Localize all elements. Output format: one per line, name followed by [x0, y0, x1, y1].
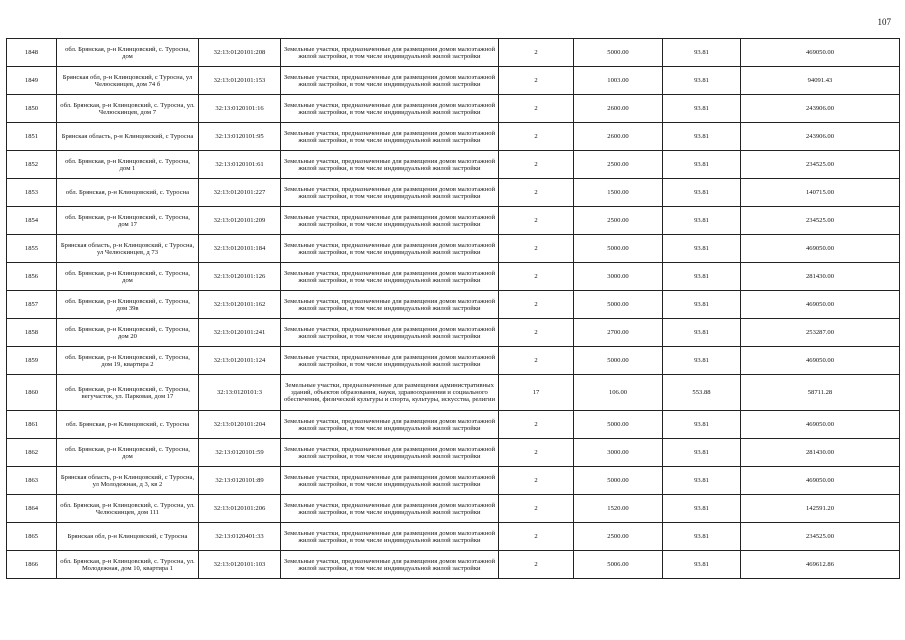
- table-row: [7, 523, 900, 551]
- area-cell: 5000.00: [574, 39, 663, 67]
- address-cell: Брянская обл, р-н Клинцовский, с Туросна: [57, 523, 199, 551]
- row-number-cell: 1850: [7, 95, 57, 123]
- group-cell: 2: [499, 551, 574, 579]
- land-use-cell: Земельные участки, предназначенные для размещения домов малоэтажной жилой застройки, в том числе индивидуальной жилой застройки: [281, 39, 499, 67]
- address-cell: обл. Брянская, р-н Клинцовский, с. Туросна, дом: [57, 263, 199, 291]
- land-use-cell: Земельные участки, предназначенные для размещения домов малоэтажной жилой застройки, в том числе индивидуальной жилой застройки: [281, 123, 499, 151]
- area-cell: 106.00: [574, 375, 663, 411]
- cadastral-number-cell: 32:13:0120101:162: [199, 291, 281, 319]
- area-cell: 3000.00: [574, 263, 663, 291]
- cadastral-number-cell: 32:13:0120101:184: [199, 235, 281, 263]
- land-use-cell: Земельные участки, предназначенные для размещения домов малоэтажной жилой застройки, в том числе индивидуальной жилой застройки: [281, 179, 499, 207]
- table-row: [7, 263, 900, 291]
- land-use-cell: Земельные участки, предназначенные для размещения домов малоэтажной жилой застройки, в том числе индивидуальной жилой застройки: [281, 439, 499, 467]
- specific-value-cell: 93.81: [663, 151, 741, 179]
- row-number-cell: 1863: [7, 467, 57, 495]
- address-cell: обл. Брянская, р-н Клинцовский, с. Туросна, ул. Челюскинцев, дом 7: [57, 95, 199, 123]
- group-cell: 2: [499, 439, 574, 467]
- group-cell: 2: [499, 235, 574, 263]
- specific-value-cell: 93.81: [663, 411, 741, 439]
- address-cell: обл. Брянская, р-н Клинцовский, с. Туросна, дом 39в: [57, 291, 199, 319]
- specific-value-cell: 93.81: [663, 347, 741, 375]
- row-number-cell: 1858: [7, 319, 57, 347]
- land-use-cell: Земельные участки, предназначенные для размещения домов малоэтажной жилой застройки, в том числе индивидуальной жилой застройки: [281, 151, 499, 179]
- cadastral-number-cell: 32:13:0120101:208: [199, 39, 281, 67]
- land-use-cell: Земельные участки, предназначенные для размещения домов малоэтажной жилой застройки, в том числе индивидуальной жилой застройки: [281, 291, 499, 319]
- land-use-cell: Земельные участки, предназначенные для размещения домов малоэтажной жилой застройки, в том числе индивидуальной жилой застройки: [281, 235, 499, 263]
- specific-value-cell: 93.81: [663, 235, 741, 263]
- specific-value-cell: 93.81: [663, 319, 741, 347]
- table-row: [7, 39, 900, 67]
- cadastral-value-cell: 234525.00: [741, 523, 900, 551]
- area-cell: 2700.00: [574, 319, 663, 347]
- table-row: [7, 207, 900, 235]
- cadastral-number-cell: 32:13:0120101:209: [199, 207, 281, 235]
- row-number-cell: 1852: [7, 151, 57, 179]
- address-cell: обл. Брянская, р-н Клинцовский, с. Туросна, ул. Челюскинцев, дом 111: [57, 495, 199, 523]
- cadastral-value-cell: 142591.20: [741, 495, 900, 523]
- cadastral-number-cell: 32:13:0120101:59: [199, 439, 281, 467]
- table-body: [7, 39, 900, 579]
- area-cell: 2500.00: [574, 151, 663, 179]
- group-cell: 2: [499, 523, 574, 551]
- row-number-cell: 1861: [7, 411, 57, 439]
- specific-value-cell: 553.88: [663, 375, 741, 411]
- table-row: [7, 411, 900, 439]
- cadastral-number-cell: 32:13:0120101:241: [199, 319, 281, 347]
- address-cell: Брянская область, р-н Клинцовский, с Туросна: [57, 123, 199, 151]
- group-cell: 2: [499, 319, 574, 347]
- specific-value-cell: 93.81: [663, 39, 741, 67]
- area-cell: 5000.00: [574, 467, 663, 495]
- group-cell: 2: [499, 207, 574, 235]
- land-use-cell: Земельные участки, предназначенные для размещения домов малоэтажной жилой застройки, в том числе индивидуальной жилой застройки: [281, 263, 499, 291]
- cadastral-number-cell: 32:13:0120101:61: [199, 151, 281, 179]
- group-cell: 2: [499, 123, 574, 151]
- specific-value-cell: 93.81: [663, 291, 741, 319]
- area-cell: 2600.00: [574, 95, 663, 123]
- specific-value-cell: 93.81: [663, 467, 741, 495]
- area-cell: 5000.00: [574, 411, 663, 439]
- row-number-cell: 1865: [7, 523, 57, 551]
- specific-value-cell: 93.81: [663, 523, 741, 551]
- group-cell: 2: [499, 67, 574, 95]
- cadastral-value-cell: 243906.00: [741, 123, 900, 151]
- cadastral-value-cell: 469050.00: [741, 467, 900, 495]
- row-number-cell: 1866: [7, 551, 57, 579]
- specific-value-cell: 93.81: [663, 67, 741, 95]
- page-number: 107: [877, 17, 891, 27]
- address-cell: обл. Брянская, р-н Клинцовский, с. Туросна: [57, 179, 199, 207]
- row-number-cell: 1862: [7, 439, 57, 467]
- area-cell: 5006.00: [574, 551, 663, 579]
- cadastral-value-cell: 94091.43: [741, 67, 900, 95]
- specific-value-cell: 93.81: [663, 439, 741, 467]
- specific-value-cell: 93.81: [663, 123, 741, 151]
- table-row: [7, 495, 900, 523]
- address-cell: обл. Брянская, р-н Клинцовский, с. Туросна, дом: [57, 439, 199, 467]
- area-cell: 2500.00: [574, 207, 663, 235]
- specific-value-cell: 93.81: [663, 179, 741, 207]
- area-cell: 5000.00: [574, 235, 663, 263]
- table-row: [7, 347, 900, 375]
- row-number-cell: 1848: [7, 39, 57, 67]
- land-use-cell: Земельные участки, предназначенные для размещения домов малоэтажной жилой застройки, в том числе индивидуальной жилой застройки: [281, 319, 499, 347]
- cadastral-number-cell: 32:13:0120101:16: [199, 95, 281, 123]
- group-cell: 2: [499, 467, 574, 495]
- row-number-cell: 1859: [7, 347, 57, 375]
- cadastral-number-cell: 32:13:0120101:227: [199, 179, 281, 207]
- row-number-cell: 1856: [7, 263, 57, 291]
- land-use-cell: Земельные участки, предназначенные для размещения домов малоэтажной жилой застройки, в том числе индивидуальной жилой застройки: [281, 95, 499, 123]
- row-number-cell: 1857: [7, 291, 57, 319]
- group-cell: 2: [499, 291, 574, 319]
- area-cell: 2600.00: [574, 123, 663, 151]
- table-row: [7, 467, 900, 495]
- address-cell: обл. Брянская, р-н Клинцовский, с. Туросна, ул. Молодежная, дом 10, квартира 1: [57, 551, 199, 579]
- table-row: [7, 551, 900, 579]
- cadastral-value-cell: 234525.00: [741, 151, 900, 179]
- address-cell: обл. Брянская, р-н Клинцовский, с. Туросна: [57, 411, 199, 439]
- cadastral-number-cell: 32:13:0120101:3: [199, 375, 281, 411]
- cadastral-value-cell: 234525.00: [741, 207, 900, 235]
- cadastral-number-cell: 32:13:0120101:124: [199, 347, 281, 375]
- specific-value-cell: 93.81: [663, 495, 741, 523]
- specific-value-cell: 93.81: [663, 551, 741, 579]
- cadastral-value-cell: 243906.00: [741, 95, 900, 123]
- row-number-cell: 1849: [7, 67, 57, 95]
- area-cell: 5000.00: [574, 347, 663, 375]
- land-use-cell: Земельные участки, предназначенные для размещения домов малоэтажной жилой застройки, в том числе индивидуальной жилой застройки: [281, 495, 499, 523]
- area-cell: 3000.00: [574, 439, 663, 467]
- address-cell: обл. Брянская, р-н Клинцовский, с. Туросна, дом: [57, 39, 199, 67]
- cadastral-value-cell: 469050.00: [741, 39, 900, 67]
- table-row: [7, 95, 900, 123]
- cadastral-value-cell: 469050.00: [741, 411, 900, 439]
- group-cell: 2: [499, 495, 574, 523]
- land-registry-table: [6, 38, 900, 579]
- area-cell: 5000.00: [574, 291, 663, 319]
- specific-value-cell: 93.81: [663, 263, 741, 291]
- table-row: [7, 291, 900, 319]
- table-row: [7, 235, 900, 263]
- address-cell: обл. Брянская, р-н Клинцовский, с. Туросна, дом 1: [57, 151, 199, 179]
- row-number-cell: 1854: [7, 207, 57, 235]
- specific-value-cell: 93.81: [663, 207, 741, 235]
- area-cell: 1520.00: [574, 495, 663, 523]
- group-cell: 2: [499, 347, 574, 375]
- address-cell: Брянская область, р-н Клинцовский, с Туросна, ул Молодежная, д 3, кв 2: [57, 467, 199, 495]
- cadastral-number-cell: 32:13:0120101:206: [199, 495, 281, 523]
- address-cell: Брянская область, р-н Клинцовский, с Туросна, ул Челюскинцев, д 73: [57, 235, 199, 263]
- land-use-cell: Земельные участки, предназначенные для размещения домов малоэтажной жилой застройки, в том числе индивидуальной жилой застройки: [281, 551, 499, 579]
- cadastral-number-cell: 32:13:0120101:153: [199, 67, 281, 95]
- table-row: [7, 375, 900, 411]
- cadastral-number-cell: 32:13:0120101:204: [199, 411, 281, 439]
- cadastral-number-cell: 32:13:0120101:95: [199, 123, 281, 151]
- group-cell: 17: [499, 375, 574, 411]
- cadastral-value-cell: 469612.86: [741, 551, 900, 579]
- table-row: [7, 439, 900, 467]
- group-cell: 2: [499, 411, 574, 439]
- land-use-cell: Земельные участки, предназначенные для размещения домов малоэтажной жилой застройки, в том числе индивидуальной жилой застройки: [281, 207, 499, 235]
- table-row: [7, 67, 900, 95]
- cadastral-value-cell: 253287.00: [741, 319, 900, 347]
- cadastral-value-cell: 469050.00: [741, 291, 900, 319]
- cadastral-value-cell: 281430.00: [741, 439, 900, 467]
- land-use-cell: Земельные участки, предназначенные для размещения домов малоэтажной жилой застройки, в том числе индивидуальной жилой застройки: [281, 347, 499, 375]
- cadastral-number-cell: 32:13:0120101:89: [199, 467, 281, 495]
- row-number-cell: 1864: [7, 495, 57, 523]
- land-use-cell: Земельные участки, предназначенные для размещения домов малоэтажной жилой застройки, в том числе индивидуальной жилой застройки: [281, 411, 499, 439]
- address-cell: обл. Брянская, р-н Клинцовский, с. Туросна, дом 17: [57, 207, 199, 235]
- cadastral-number-cell: 32:13:0120401:33: [199, 523, 281, 551]
- area-cell: 2500.00: [574, 523, 663, 551]
- area-cell: 1003.00: [574, 67, 663, 95]
- row-number-cell: 1855: [7, 235, 57, 263]
- row-number-cell: 1853: [7, 179, 57, 207]
- land-use-cell: Земельные участки, предназначенные для размещения административных зданий, объектов образования, науки, здравоохранения и социального обеспечения, физической культуры и спорта, культуры, искусства, религии: [281, 375, 499, 411]
- address-cell: Брянская обл, р-н Клинцовский, с Туросна, ул Челюскинцев, дом 74 б: [57, 67, 199, 95]
- cadastral-number-cell: 32:13:0120101:126: [199, 263, 281, 291]
- cadastral-value-cell: 281430.00: [741, 263, 900, 291]
- cadastral-value-cell: 58711.28: [741, 375, 900, 411]
- row-number-cell: 1860: [7, 375, 57, 411]
- specific-value-cell: 93.81: [663, 95, 741, 123]
- group-cell: 2: [499, 263, 574, 291]
- address-cell: обл. Брянская, р-н Клинцовский, с. Туросна, дом 20: [57, 319, 199, 347]
- land-use-cell: Земельные участки, предназначенные для размещения домов малоэтажной жилой застройки, в том числе индивидуальной жилой застройки: [281, 523, 499, 551]
- group-cell: 2: [499, 151, 574, 179]
- cadastral-number-cell: 32:13:0120101:103: [199, 551, 281, 579]
- group-cell: 2: [499, 39, 574, 67]
- address-cell: обл. Брянская, р-н Клинцовский, с. Туросна, дом 19, квартира 2: [57, 347, 199, 375]
- area-cell: 1500.00: [574, 179, 663, 207]
- table-row: [7, 123, 900, 151]
- table-row: [7, 179, 900, 207]
- row-number-cell: 1851: [7, 123, 57, 151]
- table-row: [7, 151, 900, 179]
- land-use-cell: Земельные участки, предназначенные для размещения домов малоэтажной жилой застройки, в том числе индивидуальной жилой застройки: [281, 467, 499, 495]
- group-cell: 2: [499, 179, 574, 207]
- table-row: [7, 319, 900, 347]
- cadastral-value-cell: 469050.00: [741, 235, 900, 263]
- cadastral-value-cell: 469050.00: [741, 347, 900, 375]
- group-cell: 2: [499, 95, 574, 123]
- cadastral-value-cell: 140715.00: [741, 179, 900, 207]
- address-cell: обл. Брянская, р-н Клинцовский, с. Туросна, вегучасток, ул. Парковая, дом 17: [57, 375, 199, 411]
- land-use-cell: Земельные участки, предназначенные для размещения домов малоэтажной жилой застройки, в том числе индивидуальной жилой застройки: [281, 67, 499, 95]
